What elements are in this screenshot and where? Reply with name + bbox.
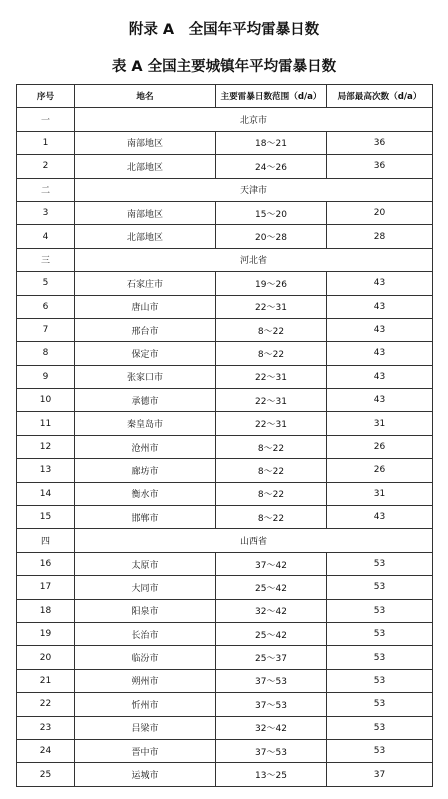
row-max: 53 bbox=[327, 646, 433, 669]
row-place: 张家口市 bbox=[75, 365, 216, 388]
table-row bbox=[17, 272, 433, 295]
row-max: 26 bbox=[327, 435, 433, 458]
table-row bbox=[17, 693, 433, 716]
table-row bbox=[17, 716, 433, 739]
row-max: 53 bbox=[327, 576, 433, 599]
row-max: 43 bbox=[327, 318, 433, 341]
row-range: 37～42 bbox=[216, 552, 327, 575]
row-range: 13～25 bbox=[216, 763, 327, 786]
row-number: 25 bbox=[17, 763, 75, 786]
group-number: 一 bbox=[17, 108, 75, 131]
row-number: 17 bbox=[17, 576, 75, 599]
row-place: 忻州市 bbox=[75, 693, 216, 716]
row-place: 南部地区 bbox=[75, 131, 216, 154]
row-max: 53 bbox=[327, 599, 433, 622]
row-place: 南部地区 bbox=[75, 201, 216, 224]
row-number: 18 bbox=[17, 599, 75, 622]
table-row bbox=[17, 763, 433, 786]
row-range: 18～21 bbox=[216, 131, 327, 154]
row-number: 16 bbox=[17, 552, 75, 575]
row-range: 8～22 bbox=[216, 318, 327, 341]
table-body bbox=[17, 108, 433, 786]
row-range: 22～31 bbox=[216, 295, 327, 318]
row-number: 20 bbox=[17, 646, 75, 669]
row-range: 8～22 bbox=[216, 435, 327, 458]
group-row bbox=[17, 108, 433, 131]
table-title: 表 A 全国主要城镇年平均雷暴日数 bbox=[111, 59, 337, 75]
row-max: 31 bbox=[327, 412, 433, 435]
row-range: 20～28 bbox=[216, 225, 327, 248]
row-max: 20 bbox=[327, 201, 433, 224]
thunderstorm-days-table bbox=[16, 84, 433, 787]
row-max: 53 bbox=[327, 716, 433, 739]
row-place: 沧州市 bbox=[75, 435, 216, 458]
table-row bbox=[17, 201, 433, 224]
header-range: 主要雷暴日数范围（d/a） bbox=[216, 85, 327, 108]
row-place: 唐山市 bbox=[75, 295, 216, 318]
group-region-name: 山西省 bbox=[75, 529, 433, 552]
row-range: 15～20 bbox=[216, 201, 327, 224]
header-max: 局部最高次数（d/a） bbox=[327, 85, 433, 108]
row-place: 衡水市 bbox=[75, 482, 216, 505]
row-number: 22 bbox=[17, 693, 75, 716]
table-row bbox=[17, 482, 433, 505]
group-region-name: 天津市 bbox=[75, 178, 433, 201]
row-place: 承德市 bbox=[75, 389, 216, 412]
row-max: 53 bbox=[327, 739, 433, 762]
row-range: 22～31 bbox=[216, 365, 327, 388]
table-row bbox=[17, 576, 433, 599]
group-region-name: 河北省 bbox=[75, 248, 433, 271]
table-row bbox=[17, 365, 433, 388]
header-place: 地名 bbox=[75, 85, 216, 108]
group-row bbox=[17, 178, 433, 201]
table-header-row bbox=[17, 85, 433, 108]
table-row bbox=[17, 459, 433, 482]
table-row bbox=[17, 435, 433, 458]
row-place: 廊坊市 bbox=[75, 459, 216, 482]
row-max: 43 bbox=[327, 506, 433, 529]
table-row bbox=[17, 318, 433, 341]
row-max: 43 bbox=[327, 272, 433, 295]
group-number: 二 bbox=[17, 178, 75, 201]
row-range: 37～53 bbox=[216, 669, 327, 692]
table-row bbox=[17, 155, 433, 178]
row-place: 秦皇岛市 bbox=[75, 412, 216, 435]
row-max: 43 bbox=[327, 389, 433, 412]
row-place: 石家庄市 bbox=[75, 272, 216, 295]
table-row bbox=[17, 412, 433, 435]
row-max: 37 bbox=[327, 763, 433, 786]
row-range: 22～31 bbox=[216, 412, 327, 435]
header-no: 序号 bbox=[17, 85, 75, 108]
row-number: 4 bbox=[17, 225, 75, 248]
table-row bbox=[17, 669, 433, 692]
row-number: 9 bbox=[17, 365, 75, 388]
row-number: 19 bbox=[17, 622, 75, 645]
row-range: 8～22 bbox=[216, 506, 327, 529]
group-number: 三 bbox=[17, 248, 75, 271]
appendix-title: 附录 A 全国年平均雷暴日数 bbox=[128, 22, 320, 38]
row-place: 邯郸市 bbox=[75, 506, 216, 529]
row-place: 保定市 bbox=[75, 342, 216, 365]
group-number: 四 bbox=[17, 529, 75, 552]
row-place: 大同市 bbox=[75, 576, 216, 599]
row-number: 3 bbox=[17, 201, 75, 224]
row-place: 运城市 bbox=[75, 763, 216, 786]
row-number: 5 bbox=[17, 272, 75, 295]
table-row bbox=[17, 622, 433, 645]
table-row bbox=[17, 225, 433, 248]
row-number: 12 bbox=[17, 435, 75, 458]
row-range: 22～31 bbox=[216, 389, 327, 412]
table-row bbox=[17, 646, 433, 669]
row-number: 6 bbox=[17, 295, 75, 318]
row-range: 25～42 bbox=[216, 576, 327, 599]
row-number: 1 bbox=[17, 131, 75, 154]
row-number: 11 bbox=[17, 412, 75, 435]
row-max: 31 bbox=[327, 482, 433, 505]
group-region-name: 北京市 bbox=[75, 108, 433, 131]
row-range: 8～22 bbox=[216, 459, 327, 482]
row-place: 太原市 bbox=[75, 552, 216, 575]
row-range: 24～26 bbox=[216, 155, 327, 178]
row-number: 14 bbox=[17, 482, 75, 505]
group-row bbox=[17, 248, 433, 271]
table-row bbox=[17, 739, 433, 762]
row-number: 8 bbox=[17, 342, 75, 365]
row-place: 朔州市 bbox=[75, 669, 216, 692]
row-number: 10 bbox=[17, 389, 75, 412]
row-range: 8～22 bbox=[216, 342, 327, 365]
row-place: 临汾市 bbox=[75, 646, 216, 669]
table-row bbox=[17, 552, 433, 575]
row-range: 37～53 bbox=[216, 693, 327, 716]
row-number: 13 bbox=[17, 459, 75, 482]
row-place: 阳泉市 bbox=[75, 599, 216, 622]
row-number: 24 bbox=[17, 739, 75, 762]
row-place: 吕梁市 bbox=[75, 716, 216, 739]
row-max: 43 bbox=[327, 295, 433, 318]
row-max: 36 bbox=[327, 131, 433, 154]
row-number: 2 bbox=[17, 155, 75, 178]
row-place: 长治市 bbox=[75, 622, 216, 645]
row-place: 邢台市 bbox=[75, 318, 216, 341]
table-row bbox=[17, 389, 433, 412]
row-range: 32～42 bbox=[216, 716, 327, 739]
row-max: 36 bbox=[327, 155, 433, 178]
row-range: 37～53 bbox=[216, 739, 327, 762]
table-row bbox=[17, 506, 433, 529]
row-max: 53 bbox=[327, 693, 433, 716]
table-row bbox=[17, 295, 433, 318]
row-range: 19～26 bbox=[216, 272, 327, 295]
row-number: 15 bbox=[17, 506, 75, 529]
row-max: 43 bbox=[327, 342, 433, 365]
row-number: 21 bbox=[17, 669, 75, 692]
row-range: 25～37 bbox=[216, 646, 327, 669]
table-row bbox=[17, 131, 433, 154]
group-row bbox=[17, 529, 433, 552]
row-number: 7 bbox=[17, 318, 75, 341]
row-place: 北部地区 bbox=[75, 225, 216, 248]
row-number: 23 bbox=[17, 716, 75, 739]
table-row bbox=[17, 599, 433, 622]
row-range: 25～42 bbox=[216, 622, 327, 645]
row-max: 53 bbox=[327, 669, 433, 692]
row-max: 53 bbox=[327, 552, 433, 575]
row-max: 28 bbox=[327, 225, 433, 248]
row-range: 32～42 bbox=[216, 599, 327, 622]
row-place: 北部地区 bbox=[75, 155, 216, 178]
row-max: 43 bbox=[327, 365, 433, 388]
row-max: 26 bbox=[327, 459, 433, 482]
row-place: 晋中市 bbox=[75, 739, 216, 762]
row-max: 53 bbox=[327, 622, 433, 645]
table-row bbox=[17, 342, 433, 365]
row-range: 8～22 bbox=[216, 482, 327, 505]
